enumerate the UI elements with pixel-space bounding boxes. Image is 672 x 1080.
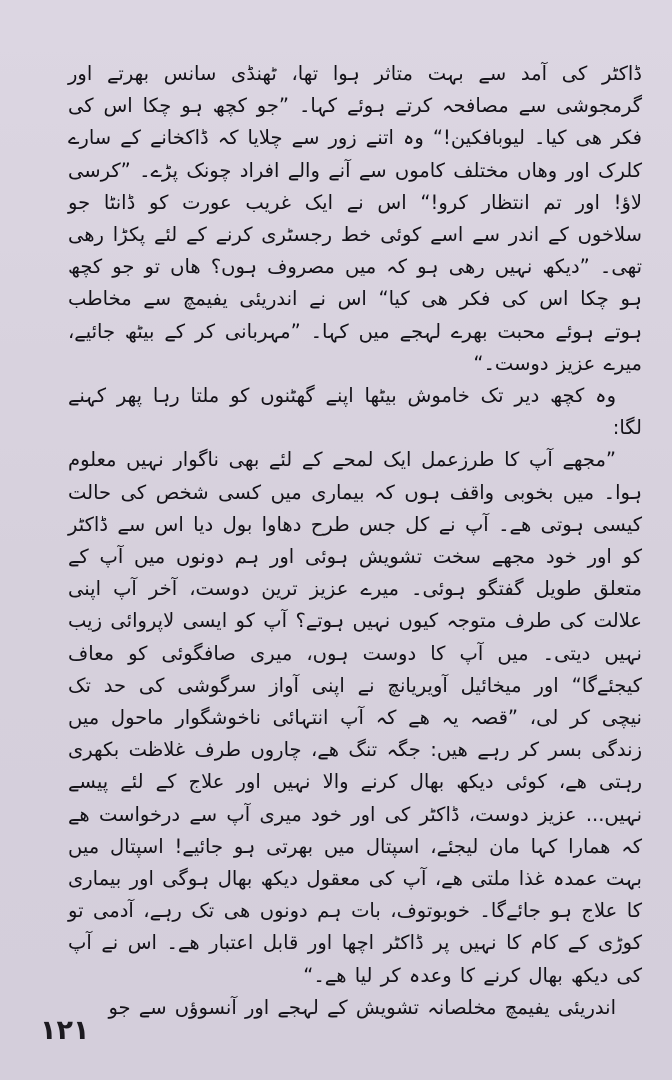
paragraph-1: ڈاکٹر کی آمد سے بہت متاثر ہوا تھا، ٹھنڈی سانس بھرتے اور گرمجوشی سے مصافحہ کرتے ہوئے کہا۔ ”جو کچھ ہو چکا اس کی فکر ھی کیا۔ لیوبافکین!“ وہ اتنے زور سے چلایا کہ ڈاکخانے کے سارے کلرک اور وھاں مختلف کاموں سے آنے والے افراد چونک پڑے۔ ”کرسی لاؤ! اور تم انتظار کرو!“ اس نے ایک غریب عورت کو ڈانٹا جو سلاخوں کے اندر سے اسے کوئی خط رجسٹری کرنے کے لئے پکڑا رھی تھی۔ ”دیکھ نہیں رھی ہو کہ میں مصروف ہوں؟ ھاں تو جو کچھ ہو چکا اس کی فکر ھی کیا“ اس نے اندریئی یفیمچ سے مخاطب ہوتے ہوئے محبت بھرے لہجے میں کہا۔ ”مہربانی کر کے بیٹھ جائیے، میرے عزیز دوست۔“ [68, 62, 642, 375]
paragraph-2: وہ کچھ دیر تک خاموش بیٹھا اپنے گھٹنوں کو ملتا رہا پھر کہنے لگا: [68, 384, 642, 440]
paragraph-4: اندریئی یفیمچ مخلصانہ تشویش کے لہجے اور آنسوؤں سے جو [108, 995, 616, 1019]
urdu-text-body [68, 58, 642, 1024]
page-number: ۱۲۱ [40, 1015, 90, 1046]
paragraph-3: ”مجھے آپ کا طرزعمل ایک لمحے کے لئے بھی ناگوار نہیں معلوم ہوا۔ میں بخوبی واقف ہوں کہ بیماری میں کسی شخص کی حالت کیسی ہوتی ھے۔ آپ نے کل جس طرح دھاوا بول دیا اس سے ڈاکٹر کو اور خود مجھے سخت تشویش ہوئی اور ہم دونوں میں آپ کے متعلق طویل گفتگو ہوئی۔ میرے عزیز ترین دوست، آخر آپ اپنی علالت کی طرف متوجہ کیوں نہیں ہوتے؟ آپ کو ایسی لاپروائی زیب نہیں دیتی۔ میں آپ کا دوست ہوں، میری صافگوئی کو معاف کیجئےگا“ اور میخائیل آویریانچ نے اپنی آواز سرگوشی کی حد تک نیچی کر لی، ”قصہ یہ ھے کہ آپ انتہائی ناخوشگوار ماحول میں زندگی بسر کر رہے ھیں: جگہ تنگ ھے، چاروں طرف غلاظت بکھری رہتی ھے، کوئی دیکھ بھال کرنے والا نہیں اور علاج کے لئے پیسے نہیں... عزیز دوست، ڈاکٹر کی اور خود میری آپ سے درخواست ھے کہ ھمارا کہا مان لیجئے، اسپتال میں بھرتی ہو جائیے! اسپتال میں بہت عمدہ غذا ملتی ھے، آپ کی معقول دیکھ بھال ہوگی اور بیماری کا علاج ہو جائےگا۔ خوبوتوف، بات ہم دونوں ھی تک رہے، آدمی تو کوڑی کے کام کا نہیں پر ڈاکٹر اچھا اور قابل اعتبار ھے۔ اس نے آپ کی دیکھ بھال کرنے کا وعدہ کر لیا ھے۔“ [68, 448, 642, 987]
